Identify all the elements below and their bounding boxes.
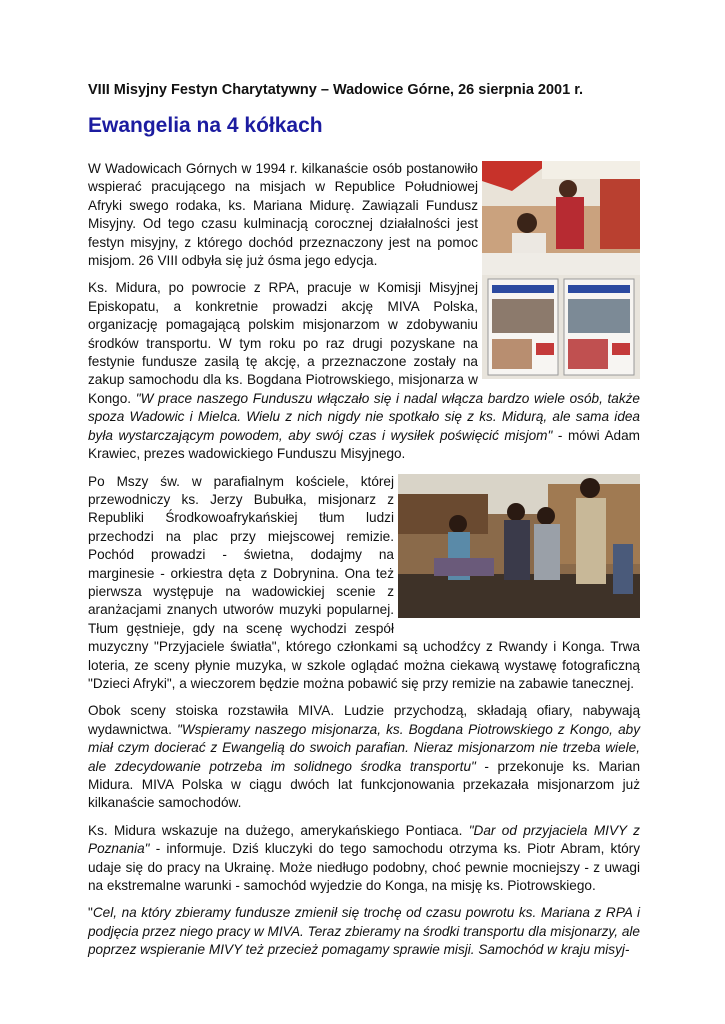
paragraph-2-text-a: Ks. Midura, po powrocie z RPA, pracuje w Komisji Misyjnej Episkopatu, a konkretnie prowadzi akcję MIVA Polska, organizację pomagającą polskim misjonarzom w zdobywaniu środków transportu. W tym roku po raz drugi pozyskane na festynie fundusze zasilą tę akcję, a przeznaczone zostały na zakup samochodu dla ks. Bogdana Piotrowskiego, misjonarza w Kongo. xyxy=(88,280,478,406)
quote-midura-2: "Dar od przyjaciela MIVY z Poznania" xyxy=(88,822,640,857)
paragraph-4-text-c: - przekonuje ks. Marian Midura. MIVA Polska w ciągu dwóch lat funkcjonowania przekazała misjonarzom już kilkanaście samochodów. xyxy=(88,758,640,811)
african-band-photo xyxy=(398,474,640,618)
event-subtitle: VIII Misyjny Festyn Charytatywny – Wadowice Górne, 26 sierpnia 2001 r. xyxy=(88,82,584,98)
paragraph-5-text-c: - informuje. Dziś kluczyki do tego samochodu otrzyma ks. Piotr Abram, który udaje się do pracy na Ukrainę. Może niedługo podobny, choć pewnie mocniejszy - z uwagi na ekstremalne warunki - samochód wyjedzie do Konga, na misję ks. Piotrowskiego. xyxy=(88,841,640,894)
paragraph-2-text-c: - mówi Adam Krawiec, prezes wadowickiego Funduszu Misyjnego. xyxy=(88,427,640,462)
quote-krawiec: "W prace naszego Funduszu włączało się i nadal włącza bardzo wiele osób, także spoza Wadowic i Mielca. Wielu z nich nigdy nie spotkało się z ks. Midurą, ale sama idea była wystarczającym powodem, aby swój czas i wysiłek poświęcić misjom" xyxy=(88,390,640,443)
quote-midura-3: Cel, na który zbieramy fundusze zmienił się trochę od czasu powrotu ks. Mariana z RPA i podjęcia przez niego pracy w MIVA. Teraz zbieramy na środki transportu dla misjonarzy, ale poprzez wspieranie MIVY też przecież pomagamy sprawie misji. Samochód w kraju misyj- xyxy=(88,905,640,958)
paragraph-4-text-a: Obok sceny stoiska rozstawiła MIVA. Ludzie przychodzą, składają ofiary, nabywają wydawnictwa. xyxy=(88,703,640,737)
article-title: Ewangelia na 4 kółkach xyxy=(88,114,323,137)
paragraph-6 xyxy=(88,904,640,959)
paragraph-5-text-a: Ks. Midura wskazuje na dużego, amerykańskiego Pontiaca. xyxy=(88,822,469,838)
paragraph-1: W Wadowicach Górnych w 1994 r. kilkanaście osób postanowiło wspierać pracującego na misjach w Republice Południowej Afryki swego rodaka, ks. Mariana Midurę. Zawiązali Fundusz Misyjny. Od tego czasu kulminacją corocznej działalności jest festyn misyjny, z którego dochód przeznaczony jest na pomoc misjom. 26 VIII odbyła się już ósma jego edycja. xyxy=(88,161,478,269)
paragraph-4 xyxy=(88,702,640,812)
document-page xyxy=(88,82,640,969)
paragraph-5 xyxy=(88,822,640,896)
paragraph-6-quote-mark: " xyxy=(88,905,93,921)
mission-stand-photo xyxy=(482,161,640,379)
paragraph-3: Po Mszy św. w parafialnym kościele, której przewodniczy ks. Jerzy Bubułka, misjonarz z Republiki Środkowoafrykańskiej tłum ludzi przechodzi na plac przy miejscowej remizie. Pochód prowadzi - świetna, dodajmy na marginesie - orkiestra dęta z Dobrynina. Ona też pierwsza występuje na wadowickiej scenie z aranżacjami znanych utworów muzyki popularnej. Tłum gęstnieje, gdy na scenę wychodzi zespół muzyczny "Przyjaciele światła", którego członkami są uchodźcy z Rwandy i Konga. Trwa loteria, ze sceny płynie muzyka, w szkole oglądać można ciekawą wystawę fotograficzną "Dzieci Afryki", a wieczorem będzie można pobawić się przy remizie na zabawie tanecznej. xyxy=(88,473,640,691)
quote-midura-1: "Wspieramy naszego misjonarza, ks. Bogdana Piotrowskiego z Kongo, aby miał czym docierać z Ewangelią do swoich parafian. Nieraz misjonarzom nie trzeba wiele, ale zdecydowanie potrzeba im solidnego środka transportu" xyxy=(88,721,640,774)
